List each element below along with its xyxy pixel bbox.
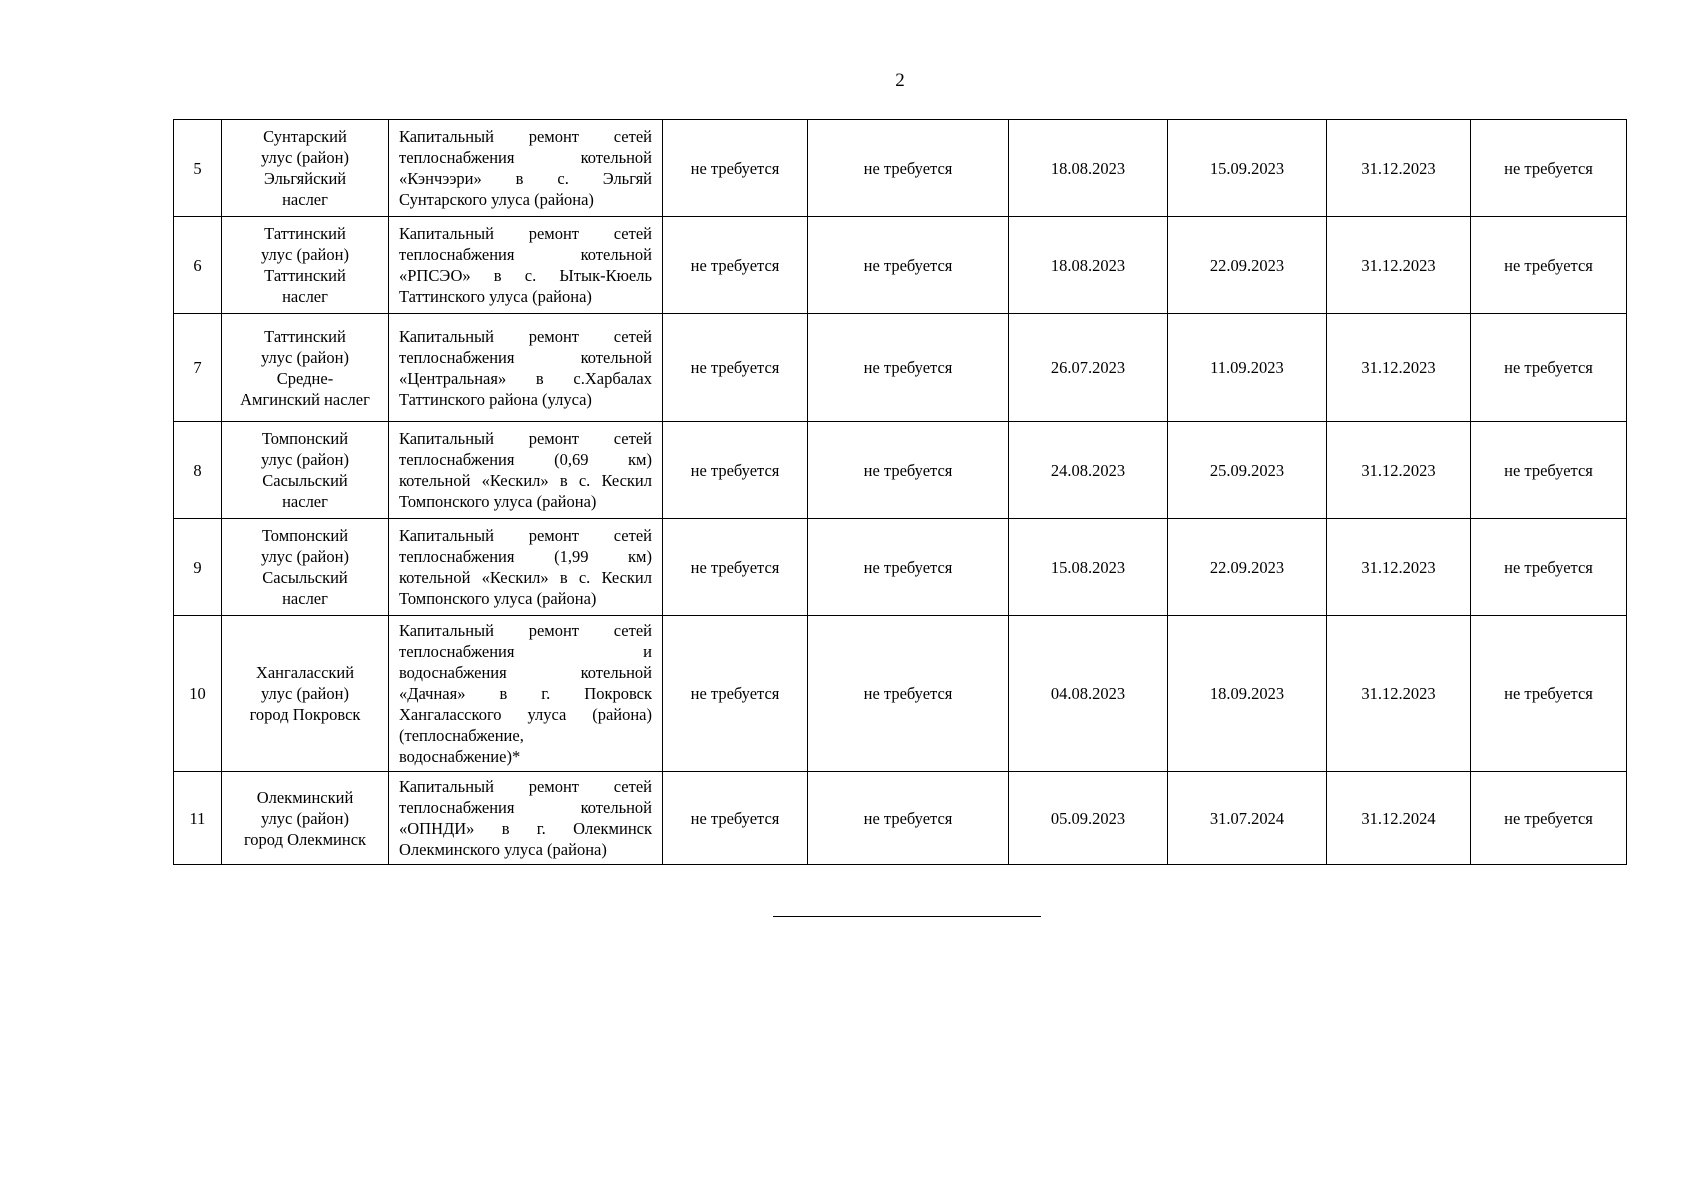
completion-date-cell: 22.09.2023 — [1168, 217, 1327, 314]
region-line: улус (район) — [261, 347, 349, 367]
region-line: улус (район) — [261, 450, 349, 469]
work-description-cell — [389, 314, 663, 422]
row-number-cell: 5 — [174, 120, 222, 217]
deadline-date-cell: 31.12.2023 — [1327, 314, 1471, 422]
requirement-cell: не требуется — [808, 217, 1009, 314]
region-cell — [222, 314, 389, 422]
requirement-cell: не требуется — [663, 217, 808, 314]
start-date-cell: 24.08.2023 — [1009, 422, 1168, 519]
region-line: Таттинский — [264, 326, 346, 346]
table-body — [174, 120, 1627, 865]
deadline-date-cell: 31.12.2024 — [1327, 772, 1471, 865]
region-line: наслег — [282, 190, 328, 209]
deadline-date-cell: 31.12.2023 — [1327, 120, 1471, 217]
requirement-cell: не требуется — [663, 422, 808, 519]
description-line: теплоснабжения (0,69 км) — [399, 450, 652, 469]
works-schedule-table — [173, 119, 1627, 865]
region-line: Амгинский наслег — [240, 389, 370, 409]
description-line: водоснабжения котельной — [399, 663, 652, 682]
requirement-cell: не требуется — [1471, 422, 1627, 519]
description-line: Сунтарского улуса (района) — [399, 190, 594, 209]
work-description-cell — [389, 519, 663, 616]
requirement-cell: не требуется — [663, 519, 808, 616]
description-line: Капитальный ремонт сетей — [399, 326, 652, 346]
table-row — [174, 314, 1627, 422]
region-line: Сасыльский — [262, 568, 348, 587]
deadline-date-cell: 31.12.2023 — [1327, 519, 1471, 616]
description-line: Капитальный ремонт сетей — [399, 777, 652, 796]
closing-rule — [773, 916, 1041, 917]
table-row — [174, 616, 1627, 772]
region-line: город Олекминск — [243, 829, 367, 849]
region-cell — [222, 120, 389, 217]
description-line: «Дачная» в г. Покровск — [399, 684, 652, 703]
description-line: котельной «Кескил» в с. Кескил — [399, 568, 652, 587]
requirement-cell: не требуется — [663, 314, 808, 422]
region-line: улус (район) — [261, 148, 349, 167]
description-line: теплоснабжения котельной — [399, 245, 652, 264]
description-line: «Центральная» в с.Харбалах — [399, 368, 652, 388]
start-date-cell: 04.08.2023 — [1009, 616, 1168, 772]
region-line: Таттинский — [264, 224, 346, 243]
requirement-cell: не требуется — [808, 314, 1009, 422]
description-line: «Кэнчээри» в с. Эльгяй — [399, 169, 652, 188]
table-row — [174, 120, 1627, 217]
region-line: Томпонский — [261, 429, 349, 448]
requirement-cell: не требуется — [1471, 519, 1627, 616]
region-line: Эльгяйский — [263, 169, 347, 188]
description-line: Капитальный ремонт сетей — [399, 526, 652, 545]
requirement-cell: не требуется — [1471, 120, 1627, 217]
start-date-cell: 05.09.2023 — [1009, 772, 1168, 865]
description-line: «ОПНДИ» в г. Олекминск — [399, 819, 652, 838]
region-line: наслег — [282, 287, 328, 306]
description-line: водоснабжение)* — [399, 747, 521, 766]
table-row — [174, 519, 1627, 616]
description-line: теплоснабжения котельной — [399, 148, 652, 167]
row-number-cell: 8 — [174, 422, 222, 519]
description-line: (теплоснабжение, — [399, 726, 524, 745]
requirement-cell: не требуется — [808, 120, 1009, 217]
region-line: наслег — [282, 492, 328, 511]
description-line: Таттинского района (улуса) — [399, 389, 592, 409]
row-number-cell: 7 — [174, 314, 222, 422]
work-description-cell — [389, 120, 663, 217]
start-date-cell: 15.08.2023 — [1009, 519, 1168, 616]
table-row — [174, 422, 1627, 519]
requirement-cell: не требуется — [808, 422, 1009, 519]
completion-date-cell: 15.09.2023 — [1168, 120, 1327, 217]
requirement-cell: не требуется — [808, 616, 1009, 772]
requirement-cell: не требуется — [1471, 314, 1627, 422]
description-line: теплоснабжения котельной — [399, 798, 652, 817]
region-line: улус (район) — [261, 245, 349, 264]
table-row — [174, 772, 1627, 865]
completion-date-cell: 25.09.2023 — [1168, 422, 1327, 519]
region-line: Таттинский — [264, 266, 346, 285]
description-line: котельной «Кескил» в с. Кескил — [399, 471, 652, 490]
region-line: Олекминский — [256, 787, 354, 807]
description-line: Олекминского улуса (района) — [399, 840, 607, 859]
requirement-cell: не требуется — [1471, 616, 1627, 772]
region-line: улус (район) — [261, 808, 349, 828]
description-line: теплоснабжения и — [399, 642, 652, 661]
requirement-cell: не требуется — [663, 772, 808, 865]
requirement-cell: не требуется — [1471, 217, 1627, 314]
deadline-date-cell: 31.12.2023 — [1327, 217, 1471, 314]
description-line: Капитальный ремонт сетей — [399, 621, 652, 640]
region-cell — [222, 217, 389, 314]
region-cell — [222, 772, 389, 865]
description-line: Капитальный ремонт сетей — [399, 127, 652, 146]
work-description-cell — [389, 217, 663, 314]
description-line: «РПСЭО» в с. Ытык-Кюель — [399, 266, 652, 285]
region-line: Хангаласский — [255, 663, 355, 682]
description-line: теплоснабжения (1,99 км) — [399, 547, 652, 566]
region-line: улус (район) — [261, 684, 349, 703]
description-line: Капитальный ремонт сетей — [399, 429, 652, 448]
deadline-date-cell: 31.12.2023 — [1327, 422, 1471, 519]
row-number-cell: 9 — [174, 519, 222, 616]
start-date-cell: 26.07.2023 — [1009, 314, 1168, 422]
region-line: Сасыльский — [262, 471, 348, 490]
region-line: Сунтарский — [263, 127, 347, 146]
start-date-cell: 18.08.2023 — [1009, 120, 1168, 217]
completion-date-cell: 22.09.2023 — [1168, 519, 1327, 616]
work-description-cell — [389, 616, 663, 772]
region-line: город Покровск — [249, 705, 361, 724]
description-line: Хангаласского улуса (района) — [399, 705, 652, 724]
requirement-cell: не требуется — [808, 772, 1009, 865]
requirement-cell: не требуется — [663, 120, 808, 217]
region-line: наслег — [282, 589, 328, 608]
work-description-cell — [389, 772, 663, 865]
requirement-cell: не требуется — [663, 616, 808, 772]
description-line: Томпонского улуса (района) — [399, 589, 597, 608]
completion-date-cell: 31.07.2024 — [1168, 772, 1327, 865]
region-line: Томпонский — [261, 526, 349, 545]
description-line: Таттинского улуса (района) — [399, 287, 592, 306]
description-line: Томпонского улуса (района) — [399, 492, 597, 511]
region-line: Средне- — [276, 368, 334, 388]
page-number: 2 — [895, 70, 905, 91]
deadline-date-cell: 31.12.2023 — [1327, 616, 1471, 772]
row-number-cell: 11 — [174, 772, 222, 865]
row-number-cell: 6 — [174, 217, 222, 314]
description-line: теплоснабжения котельной — [399, 347, 652, 367]
row-number-cell: 10 — [174, 616, 222, 772]
completion-date-cell: 11.09.2023 — [1168, 314, 1327, 422]
completion-date-cell: 18.09.2023 — [1168, 616, 1327, 772]
table-row — [174, 217, 1627, 314]
region-cell — [222, 422, 389, 519]
description-line: Капитальный ремонт сетей — [399, 224, 652, 243]
start-date-cell: 18.08.2023 — [1009, 217, 1168, 314]
region-line: улус (район) — [261, 547, 349, 566]
region-cell — [222, 616, 389, 772]
region-cell — [222, 519, 389, 616]
requirement-cell: не требуется — [808, 519, 1009, 616]
requirement-cell: не требуется — [1471, 772, 1627, 865]
work-description-cell — [389, 422, 663, 519]
